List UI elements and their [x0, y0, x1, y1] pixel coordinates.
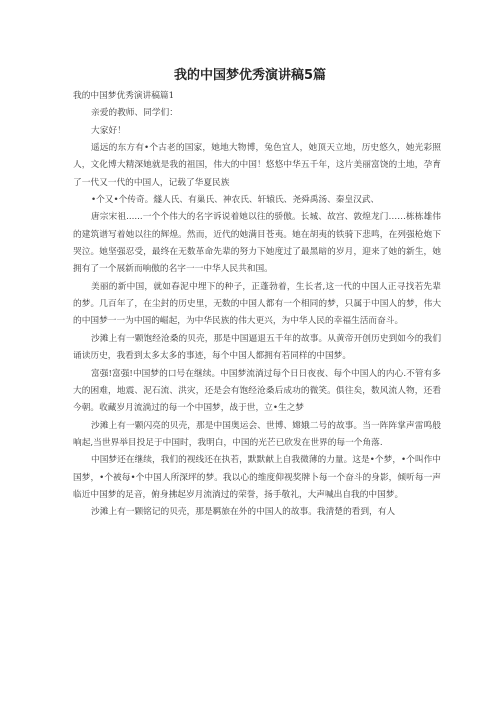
paragraph: 唐宗宋祖......一个个伟大的名字诉说着她以往的骄傲。长城、故宫、敦煌龙门……栋栋雄伟的建筑谱写着她以往的辉煌。然而，近代的她满目苍夷。她在胡夷的铁骑下悲鸣，在列强枪炮下哭泣。她坚强忍受，最终在无数革命先辈的努力下她度过了最黑暗的岁月，迎来了她的新生，她拥有了一个展新而响傲的名字一一中华人民共和国。 — [73, 212, 441, 275]
paragraph: 大家好！ — [91, 125, 126, 136]
paragraph: 美丽的新中国，就如春泥中埋下的种子，正蓬勃着，生长者,这一代的中国人正寻找若先辈的梦。几百年了，在尘封的历史里，无数的中国人都有一个相同的梦，只属于中国人的梦，伟大的中国梦一一为中国的崛起，为中华民族的伟大更兴，为中华人民的幸福生活而奋斗。 — [73, 281, 441, 327]
paragraph: 亲爱的教师、同学们： — [91, 108, 178, 119]
paragraph: 沙滩上有一颗闪亮的贝壳，那是中国奥运会、世博、嫦娥二号的故事。当一阵阵掌声雷鸣般响起,当世界举目投足于中国时，我明白，中国的光芒已欣发在世界的每一个角落. — [73, 420, 441, 448]
paragraph: 中国梦还在继续，我们的视线还在执若，默默献上自我微薄的力量。这是•个梦，•个叫作中国梦，•个被每•个中国人所深坪的梦。我以心的维度仰视奖牌卜每一个奋斗的身影，倾听每一声临近中国梦的足音，俯身拂起岁月流淌过的荣誉，扬手敬礼，大声喊出自我的中国梦。 — [73, 455, 441, 500]
section-heading: 我的中国梦优秀演讲稿篇1 — [73, 91, 175, 101]
paragraph: 遥远的东方有•个古老的国家，她地大物博，兔色宜人，她顶天立地，历史悠久，她光彩照人，文化博大精深她就是我的祖国，伟大的中国！悠悠中华五千年，这片美丽富饶的土地，孕育了一代又一代的中国人，记载了华夏民族 — [73, 143, 441, 188]
document-body — [73, 88, 441, 522]
paragraph: 沙滩上有一颗饱经沧桑的贝壳，那是中国逼退五千年的故事。从黄帝开创历史到如今的我们诵读历史，我看到太多太多的事迹，每个中国人都拥有若同样的中国梦。 — [73, 333, 441, 362]
document-title: 我的中国梦优秀演讲稿5篇 — [173, 68, 327, 83]
paragraph: •个又•个传奇。燧人氏、有巢氏、神农氏、轩辕氏、尧舜禹汤、秦皇汉武、 — [91, 195, 380, 206]
paragraph: 沙滩上有一颗铭记的贝壳，那是羁旅在外的中国人的故事。我清楚的看到，有人 — [91, 507, 396, 518]
paragraph: 富强!富强!中国梦的口号在继续。中国梦流淌过每个日日夜夜、每个中国人的内心.不管有多大的困难，地震、泥石流、洪灾，还是会有饱经沧桑后成功的微笑。俱往矣，数风流人物，还看今朝。收藏岁月流淌过的每一个中国梦，战于世，立•生之梦 — [73, 368, 441, 414]
